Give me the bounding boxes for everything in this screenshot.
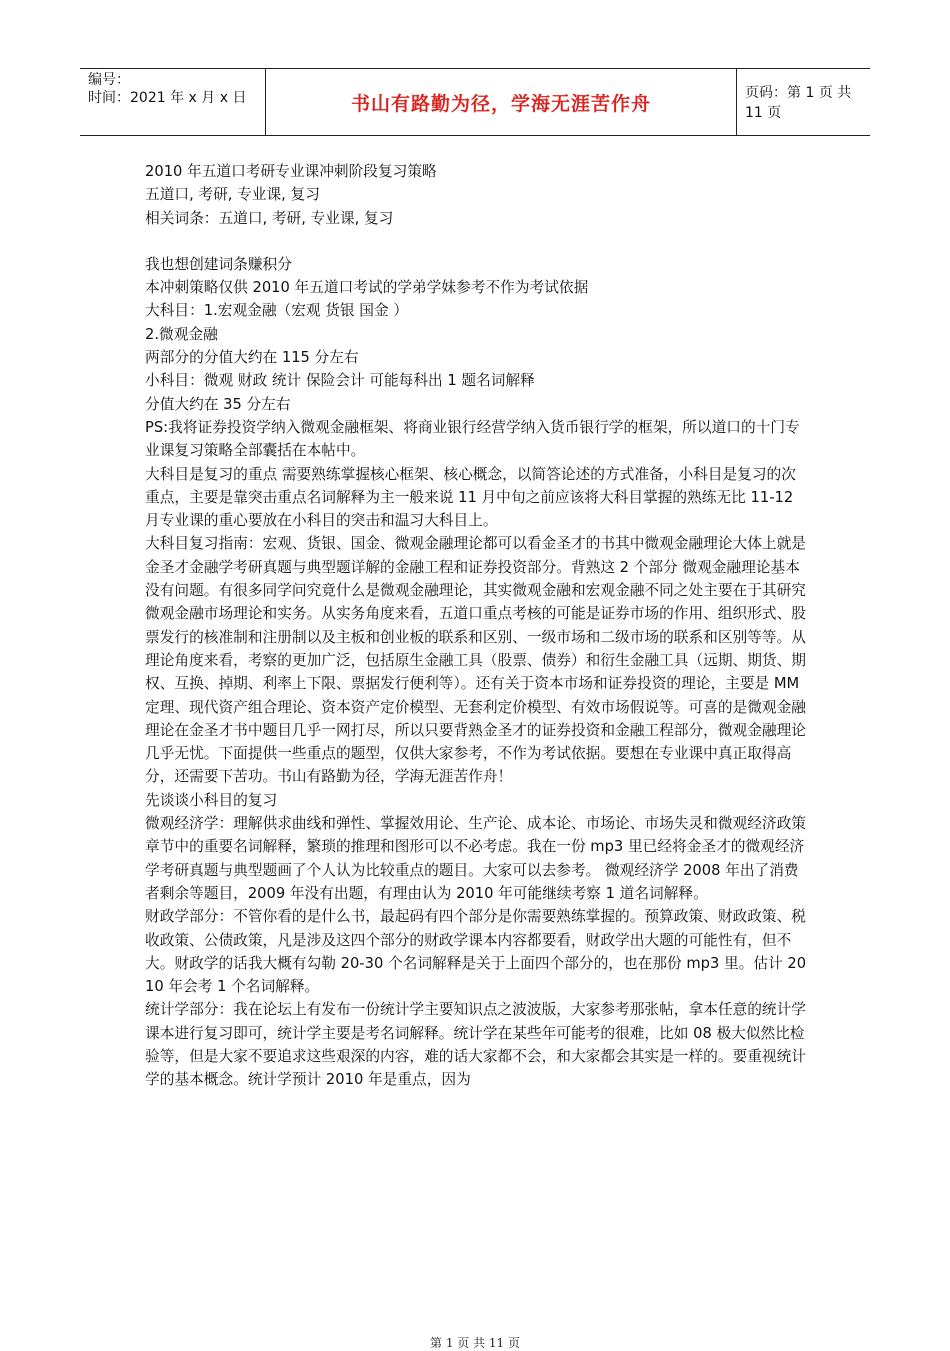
document-body — [145, 160, 807, 1092]
paragraph: 财政学部分：不管你看的是什么书，最起码有四个部分是你需要熟练掌握的。预算政策、财政政策、税收政策、公债政策，凡是涉及这四个部分的财政学课本内容都要看，财政学出大题的可能性有，但不大。财政学的话我大概有勾勒 20-30 个名词解释是关于上面四个部分的，也在那份 mp3 里。估计 2010 年会考 1 个名词解释。 — [145, 908, 807, 996]
paragraph: 微观经济学：理解供求曲线和弹性、掌握效用论、生产论、成本论、市场论、市场失灵和微观经济政策章节中的重要名词解释，繁琐的推理和图形可以不必考虑。我在一份 mp3 里已经将金圣才的微观经济学考研真题与典型题画了个人认为比较重点的题目。大家可以去参考。 微观经济学 2008 年出了消费者剩余等题目，2009 年没有出题，有理由认为 2010 年可能继续考察 1 道名词解释。 — [145, 815, 806, 902]
paragraph: 本冲刺策略仅供 2010 年五道口考试的学弟学妹参考不作为考试依据 — [145, 279, 589, 297]
header-page-cell — [737, 69, 870, 135]
header-page-info: 页码：第 1 页 共 11 页 — [745, 85, 852, 121]
header-motto: 书山有路勤为径，学海无涯苦作舟 — [350, 92, 651, 115]
header-meta — [80, 69, 265, 135]
document-date: 时间：2021 年 x 月 x 日 — [88, 90, 247, 106]
document-number-label: 编号： — [88, 72, 130, 88]
paragraph: 统计学部分：我在论坛上有发布一份统计学主要知识点之波波版，大家参考那张帖，拿本任意的统计学课本进行复习即可，统计学主要是考名词解释。统计学在某些年可能考的很难，比如 08 极大似然比检验等，但是大家不要追求这些艰深的内容，难的话大家都不会，和大家都会其实是一样的。要重视统计学的基本概念。统计学预计 2010 年是重点，因为 — [145, 1001, 806, 1089]
paragraph: 两部分的分值大约在 115 分左右 — [145, 349, 359, 367]
related-terms: 相关词条：五道口, 考研, 专业课, 复习 — [145, 209, 394, 227]
document-tags: 五道口, 考研, 专业课, 复习 — [145, 186, 320, 204]
paragraph: 大科目复习指南：宏观、货银、国金、微观金融理论都可以看金圣才的书其中微观金融理论大体上就是金圣才金融学考研真题与典型题详解的金融工程和证券投资部分。背熟这 2 个部分 微观金融理论基本没有问题。有很多同学问究竟什么是微观金融理论，其实微观金融和宏观金融不同之处主要在于其研究微观金融市场理论和实务。从实务角度来看，五道口重点考核的可能是证券市场的作用、组织形式、股票发行的核准制和注册制以及主板和创业板的联系和区别、一级市场和二级市场的联系和区别等等。从理论角度来看，考察的更加广泛，包括原生金融工具（股票、债券）和衍生金融工具（远期、期货、期权、互换、掉期、利率上下限、票据发行便利等）。还有关于资本市场和证券投资的理论，主要是 MM 定理、现代资产组合理论、资本资产定价模型、无套利定价模型、有效市场假说等。可喜的是微观金融理论在金圣才书中题目几乎一网打尽，所以只要背熟金圣才的证券投资和金融工程部分，微观金融理论几乎无忧。下面提供一些重点的题型，仅供大家参考，不作为考试依据。要想在专业课中真正取得高分，还需要下苦功。书山有路勤为径，学海无涯苦作舟！ — [145, 535, 806, 786]
header-motto-cell — [265, 69, 737, 135]
paragraph: PS:我将证券投资学纳入微观金融框架、将商业银行经营学纳入货币银行学的框架，所以道口的十门专业课复习策略全部囊括在本帖中。 — [145, 418, 800, 460]
paragraph: 小科目：微观 财政 统计 保险会计 可能每科出 1 题名词解释 — [145, 372, 535, 390]
paragraph: 大科目是复习的重点 需要熟练掌握核心框架、核心概念，以简答论述的方式准备，小科目是复习的次重点，主要是靠突击重点名词解释为主一般来说 11 月中旬之前应该将大科目掌握的熟练无比 11-12 月专业课的重心要放在小科目的突击和温习大科目上。 — [145, 465, 796, 530]
paragraph: 2.微观金融 — [145, 325, 218, 343]
spacer — [145, 230, 807, 253]
document-title: 2010 年五道口考研专业课冲刺阶段复习策略 — [145, 163, 437, 180]
paragraph: 分值大约在 35 分左右 — [145, 395, 291, 413]
paragraph: 我也想创建词条赚积分 — [145, 255, 292, 273]
paragraph: 大科目：1.宏观金融（宏观 货银 国金 ） — [145, 302, 409, 320]
page-header — [80, 68, 870, 136]
paragraph: 先谈谈小科目的复习 — [145, 791, 278, 809]
page-footer: 第 1 页 共 11 页 — [430, 1336, 520, 1350]
